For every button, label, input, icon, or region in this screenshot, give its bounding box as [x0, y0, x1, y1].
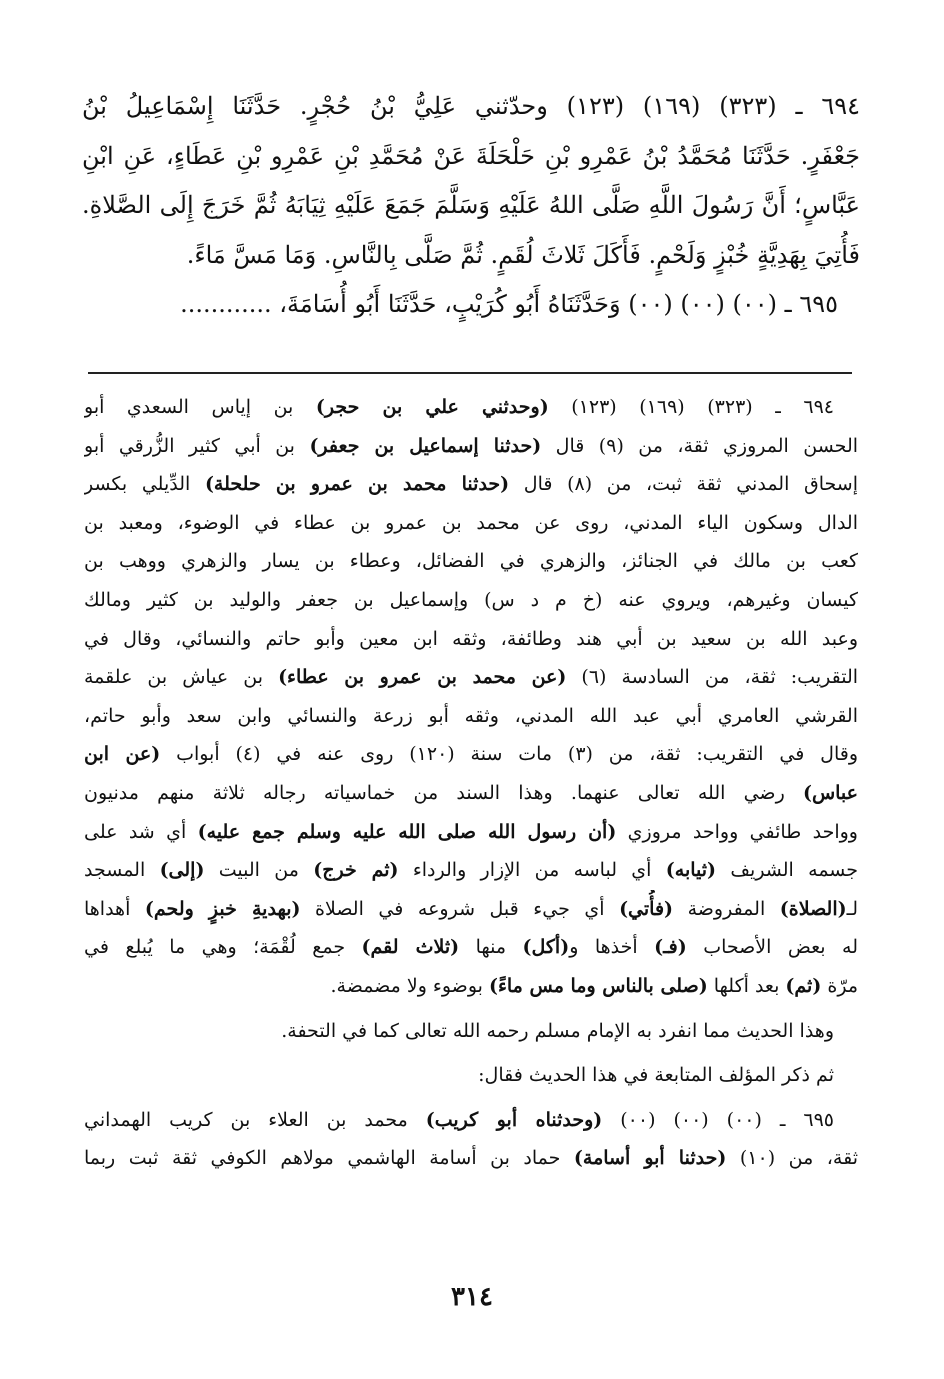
text-run: بوضوء ولا مضمضة.	[330, 974, 489, 997]
text-run: حماد بن أسامة الهاشمي مولاهم الكوفي ثقة ثبت ربما	[84, 1147, 574, 1170]
text-run: ٦٩٥ ـ (٠٠) (٠٠) (٠٠)	[602, 1108, 834, 1131]
bold-text-run: (إلى)	[159, 859, 205, 882]
commentary-line	[84, 890, 858, 929]
page-number: ٣١٤	[451, 1282, 493, 1312]
text-run: وواحد طائفي وواحد مروزي	[616, 820, 858, 843]
bold-text-run: (ثم)	[785, 974, 822, 997]
commentary-line	[84, 1139, 858, 1178]
text-run: أي شد على	[84, 820, 198, 843]
bold-text-run: عباس)	[802, 781, 858, 804]
commentary-line	[84, 427, 858, 466]
bold-text-run: (عن ابن	[84, 743, 161, 766]
separator-rule	[88, 372, 852, 374]
bold-text-run: (حدثنا أبو أسامة)	[573, 1147, 727, 1170]
commentary-line	[84, 1101, 858, 1140]
hadith-line: فَأُتِيَ بِهَدِيَّةٍ خُبْزٍ وَلَحْمٍ. فَأَكَلَ ثَلاثَ لُقَمٍ. ثُمَّ صَلَّى بِالنَّاسِ. وَمَا مَسَّ مَاءً.	[186, 240, 860, 269]
bold-text-run: (حدثنا إسماعيل بن جعفر)	[309, 434, 542, 457]
commentary-line	[84, 658, 858, 697]
bold-text-run: (فأُتي)	[619, 897, 674, 920]
commentary-line	[84, 967, 858, 1006]
text-run: بن إياس السعدي أبو	[84, 396, 316, 418]
commentary-line: كعب بن مالك في الجنائز، والزهري في الفضائل، وعطاء بن يسار والزهري ووهب بن	[84, 550, 858, 573]
commentary-line	[84, 465, 858, 504]
text-run: أهداها	[84, 897, 145, 920]
bold-text-run: (أن رسول الله صلى الله عليه وسلم جمع عليه)	[197, 820, 617, 843]
commentary-line: وعبد الله بن سعيد بن أبي هند وطائفة، وثقه ابن معين وأبو حاتم والنسائي، وقال في	[84, 627, 858, 650]
text-run: المفروضة	[673, 897, 780, 920]
commentary-line: الدال وسكون الياء المدني، روى عن محمد بن عمرو بن عطاء في الوضوء، ومعبد بن	[84, 511, 858, 534]
text-run: ثقة، من (١٠)	[726, 1147, 858, 1170]
text-run: التقريب: ثقة، من السادسة (٦)	[566, 666, 858, 689]
commentary-line	[84, 851, 858, 890]
text-run: رضي الله تعالى عنهما. وهذا السند من خماسياته رجاله ثلاثة منهم مدنيون	[84, 781, 803, 804]
bold-text-run: (بهديةِ خبزٍ ولحم)	[144, 897, 301, 920]
commentary-line: القرشي العامري أبي عبد الله المدني، وثقه أبو زرعة والنسائي وابن سعد وأبو حاتم،	[84, 704, 858, 727]
text-run: أخذها و	[569, 936, 655, 959]
text-run: منها	[459, 936, 523, 959]
bold-text-run: (ثم خرج)	[313, 859, 399, 882]
text-run: محمد بن العلاء بن كريب الهمداني	[84, 1108, 426, 1131]
hadith-line: ٦٩٤ ـ (٣٢٣) (١٦٩) (١٢٣) وحدّثني عَلِيُّ بْنُ حُجْرٍ. حَدَّثَنَا إِسْمَاعِيلُ بْنُ	[82, 92, 860, 120]
commentary-line: كيسان وغيرهم، ويروي عنه (خ م د س) وإسماعيل بن جعفر والوليد بن كثير ومالك	[84, 588, 858, 611]
text-run: الدِّيلي بكسر	[84, 473, 205, 496]
commentary-line	[84, 928, 858, 967]
commentary-text	[84, 388, 858, 1178]
text-run: له بعض الأصحاب	[686, 936, 858, 959]
text-run: جمع لُقْمَة؛ وهي ما يُبلع في	[84, 936, 362, 959]
commentary-line	[84, 813, 858, 852]
text-run: بن عياش بن علقمة	[84, 666, 279, 689]
hadith-text	[82, 82, 860, 330]
text-run: إسحاق المدني ثقة ثبت، من (٨) قال	[509, 473, 858, 496]
commentary-line	[84, 735, 858, 774]
commentary-line	[84, 774, 858, 813]
hadith-line: عَبَّاسٍ؛ أَنَّ رَسُولَ اللَّهِ صَلَّى اللهُ عَلَيْهِ وَسَلَّمَ جَمَعَ عَلَيْهِ ثِيَابَهُ ثُمَّ خَرَجَ إِلَى الصَّلاةِ.	[82, 191, 860, 219]
text-run: أي لباسه من الإزار والرداء	[398, 859, 666, 882]
bold-text-run: (أكل)	[522, 936, 570, 959]
text-run: ٦٩٤ ـ (٣٢٣) (١٦٩) (١٢٣)	[548, 396, 834, 418]
text-run: أي جيء قبل شروعه في الصلاة	[300, 897, 620, 920]
text-run: الحسن المروزي ثقة، من (٩) قال	[541, 434, 858, 457]
bold-text-run: (صلى بالناس وما مس ماءً)	[488, 974, 708, 997]
bold-text-run: (وحدثني علي بن حجر)	[315, 396, 549, 418]
text-run: بن أبي كثير الزُّرقي أبو	[84, 434, 310, 457]
hadith-line: جَعْفَرٍ. حَدَّثَنَا مُحَمَّدُ بْنُ عَمْرِو بْنِ حَلْحَلَةَ عَنْ مُحَمَّدِ بْنِ عَمْرِو بْنِ عَطَاءٍ، عَنِ ابْنِ	[82, 141, 860, 170]
bold-text-run: (الصلاة)	[779, 897, 847, 920]
text-run: لـ	[846, 897, 858, 920]
text-run: بعد أكلها	[707, 974, 786, 997]
commentary-line	[84, 388, 858, 427]
bold-text-run: (وحدثناه أبو كريب)	[425, 1108, 603, 1131]
text-run: المسجد	[84, 859, 160, 882]
hadith-line: ٦٩٥ ـ (٠٠) (٠٠) (٠٠) وَحَدَّثَنَاهُ أَبُو كُرَيْبٍ، حَدَّثَنَا أَبُو أُسَامَةَ، ............	[180, 290, 838, 318]
commentary-line: ثم ذكر المؤلف المتابعة في هذا الحديث فقال:	[478, 1064, 834, 1087]
text-run: مرّة	[821, 974, 858, 997]
bold-text-run: (حدثنا محمد بن عمرو بن حلحلة)	[204, 473, 510, 496]
text-run: من البيت	[204, 859, 314, 882]
text-run: وقال في التقريب: ثقة، من (٣) مات سنة (١٢٠) روى عنه في (٤) أبواب	[160, 743, 858, 766]
bold-text-run: (ثيابه)	[665, 859, 717, 882]
bold-text-run: (عن محمد بن عمرو بن عطاء)	[278, 666, 567, 689]
bold-text-run: (ثلاث لقم)	[361, 936, 460, 959]
bold-text-run: (فـ)	[654, 936, 687, 959]
text-run: جسمه الشريف	[716, 859, 858, 882]
commentary-line: وهذا الحديث مما انفرد به الإمام مسلم رحمه الله تعالى كما في التحفة.	[281, 1019, 834, 1042]
